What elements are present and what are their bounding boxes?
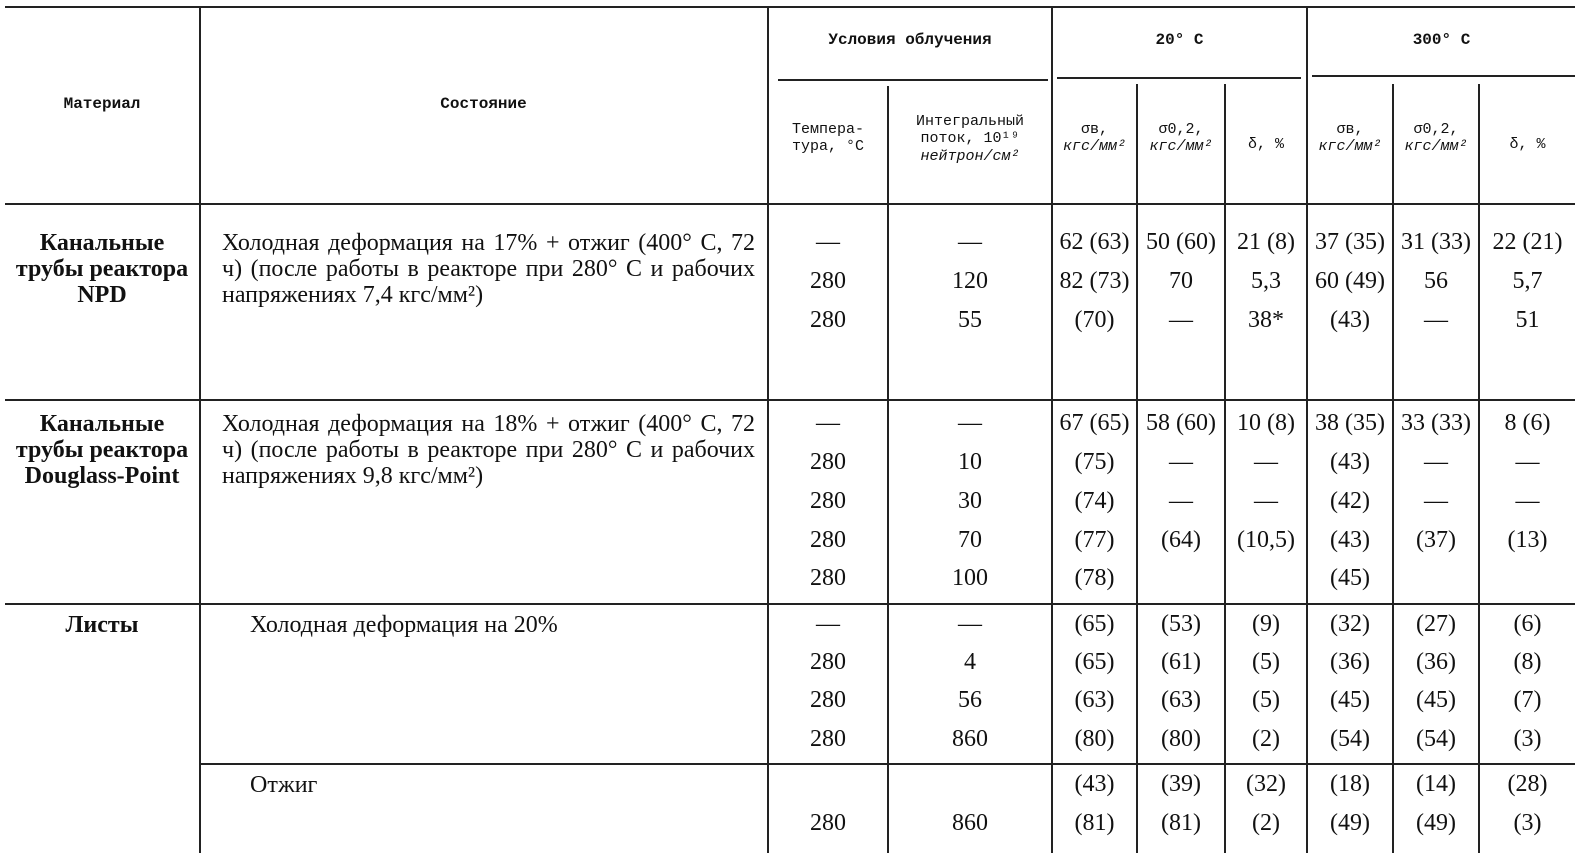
cell-sigma-02-300: 56 <box>1424 268 1448 294</box>
cell-delta-20: 38* <box>1248 307 1284 333</box>
cell-sigma-b-20: (80) <box>1074 726 1115 752</box>
cell-delta-300: (8) <box>1513 649 1542 675</box>
header-material: Материал <box>63 95 141 113</box>
cell-delta-20: (10,5) <box>1237 527 1295 553</box>
cell-temperature: 280 <box>810 488 846 514</box>
cell-sigma-b-20: (75) <box>1074 449 1115 475</box>
rule-sub-20c <box>1057 77 1301 79</box>
cell-sigma-02-20: — <box>1169 307 1193 333</box>
cell-temperature: — <box>816 229 840 255</box>
rule-sub-300c <box>1312 75 1575 77</box>
cell-delta-20: (2) <box>1252 810 1280 836</box>
cell-delta-300: 22 (21) <box>1492 229 1563 255</box>
cell-delta-300: 51 <box>1515 307 1540 333</box>
cell-sigma-b-20: (70) <box>1074 307 1115 333</box>
header-temp-20: 20° С <box>1155 31 1204 49</box>
cell-sigma-02-300: (54) <box>1416 726 1456 752</box>
cell-flux: — <box>958 410 982 436</box>
cell-sigma-02-20: (53) <box>1161 611 1201 637</box>
cell-delta-300: (13) <box>1507 527 1548 553</box>
cell-temperature: 280 <box>810 449 846 475</box>
cell-sigma-b-20: (81) <box>1074 810 1115 836</box>
cell-temperature: 280 <box>810 527 846 553</box>
cell-delta-20: — <box>1254 449 1278 475</box>
cell-flux: 56 <box>958 687 982 713</box>
cell-sigma-02-20: (64) <box>1161 527 1201 553</box>
cell-flux: 70 <box>958 527 982 553</box>
cell-temperature: 280 <box>810 687 846 713</box>
cell-sigma-02-20: (39) <box>1161 771 1201 797</box>
cell-temperature: 280 <box>810 268 846 294</box>
cell-sigma-b-300: (32) <box>1330 611 1370 637</box>
rule-group-1 <box>5 399 1575 401</box>
cell-sigma-b-300: (36) <box>1330 649 1370 675</box>
cell-sigma-b-20: (74) <box>1074 488 1115 514</box>
cell-sigma-b-20: (43) <box>1074 771 1115 797</box>
cell-sigma-b-300: 37 (35) <box>1315 229 1385 255</box>
rule-sub-irradiation <box>778 79 1048 81</box>
condition-sheets-cold-work: Холодная деформация на 20% <box>250 612 558 638</box>
header-temp-300: 300° С <box>1412 31 1471 49</box>
cell-sigma-b-20: (65) <box>1074 611 1115 637</box>
header-state: Состояние <box>440 95 527 113</box>
cell-flux: 860 <box>952 726 988 752</box>
cell-delta-20: 10 (8) <box>1237 410 1295 436</box>
cell-flux: 55 <box>958 307 982 333</box>
condition-npd: Холодная деформация на 17% + отжиг (400° С, 72 ч) (после работы в реакторе при 280° С и рабочих напряжениях 7,4 кгс/мм²) <box>222 230 755 308</box>
cell-sigma-b-300: (42) <box>1330 488 1370 514</box>
cell-sigma-b-20: 62 (63) <box>1059 229 1130 255</box>
cell-temperature: 280 <box>810 726 846 752</box>
cell-sigma-02-300: (14) <box>1416 771 1456 797</box>
cell-temperature: 280 <box>810 649 846 675</box>
header-irradiation: Условия облучения <box>828 31 992 49</box>
cell-delta-20: (32) <box>1246 771 1286 797</box>
cell-delta-20: 5,3 <box>1251 268 1281 294</box>
cell-sigma-02-300: (45) <box>1416 687 1456 713</box>
cell-flux: 30 <box>958 488 982 514</box>
cell-sigma-02-20: (80) <box>1161 726 1201 752</box>
cell-delta-300: (7) <box>1513 687 1542 713</box>
cell-flux: 4 <box>964 649 976 675</box>
header-sigma-02-300: σ0,2, кгс/мм² <box>1404 121 1468 156</box>
cell-temperature: 280 <box>810 307 846 333</box>
cell-sigma-02-20: — <box>1169 449 1193 475</box>
cell-sigma-02-20: 50 (60) <box>1146 229 1216 255</box>
cell-temperature: — <box>816 410 840 436</box>
header-temperature: Темпера- тура, °С <box>791 121 864 156</box>
material-douglass-point: Канальные трубы реактора Douglass-Point <box>15 411 189 489</box>
rule-group-2 <box>5 603 1575 605</box>
header-sigma-02-20: σ0,2, кгс/мм² <box>1149 121 1213 156</box>
cell-delta-20: — <box>1254 488 1278 514</box>
cell-delta-300: (6) <box>1513 611 1542 637</box>
cell-sigma-b-20: (65) <box>1074 649 1115 675</box>
cell-delta-300: 8 (6) <box>1504 410 1551 436</box>
cell-flux: 120 <box>952 268 988 294</box>
cell-sigma-b-20: (78) <box>1074 565 1115 591</box>
cell-sigma-b-300: (43) <box>1330 449 1370 475</box>
cell-flux: — <box>958 611 982 637</box>
cell-sigma-02-300: (36) <box>1416 649 1456 675</box>
rule-header-bottom <box>5 203 1575 205</box>
cell-delta-20: (2) <box>1252 726 1280 752</box>
cell-flux: 860 <box>952 810 988 836</box>
cell-sigma-b-300: 60 (49) <box>1315 268 1385 294</box>
cell-temperature: 280 <box>810 565 846 591</box>
cell-sigma-b-300: (43) <box>1330 307 1370 333</box>
cell-sigma-b-300: (49) <box>1330 810 1370 836</box>
cell-delta-20: (5) <box>1252 649 1280 675</box>
material-npd: Канальные трубы реактора NPD <box>15 230 189 308</box>
cell-sigma-b-300: (54) <box>1330 726 1370 752</box>
cell-flux: — <box>958 229 982 255</box>
cell-sigma-02-20: (61) <box>1161 649 1201 675</box>
cell-delta-300: (3) <box>1513 726 1542 752</box>
cell-sigma-02-300: 31 (33) <box>1401 229 1471 255</box>
col-rule-material <box>199 6 201 853</box>
cell-sigma-b-300: (45) <box>1330 565 1370 591</box>
cell-flux: 10 <box>958 449 982 475</box>
cell-delta-300: (3) <box>1513 810 1542 836</box>
rule-top <box>5 6 1575 8</box>
material-sheets: Листы <box>65 612 139 638</box>
cell-delta-20: 21 (8) <box>1237 229 1295 255</box>
cell-sigma-02-300: (37) <box>1416 527 1456 553</box>
header-delta-20: δ, % <box>1247 136 1284 153</box>
cell-sigma-02-300: 33 (33) <box>1401 410 1471 436</box>
cell-sigma-02-20: (81) <box>1161 810 1201 836</box>
cell-temperature: — <box>816 611 840 637</box>
cell-sigma-02-300: — <box>1424 307 1448 333</box>
cell-sigma-b-300: (43) <box>1330 527 1370 553</box>
cell-flux: 100 <box>952 565 988 591</box>
cell-sigma-02-20: 70 <box>1169 268 1193 294</box>
condition-sheets-anneal: Отжиг <box>250 772 318 798</box>
cell-sigma-b-300: (45) <box>1330 687 1370 713</box>
header-sigma-b-20: σв, кгс/мм² <box>1062 121 1126 156</box>
cell-delta-300: — <box>1515 488 1540 514</box>
cell-temperature: 280 <box>810 810 846 836</box>
cell-sigma-b-20: 67 (65) <box>1059 410 1130 436</box>
cell-delta-300: — <box>1515 449 1540 475</box>
cell-sigma-b-20: (63) <box>1074 687 1115 713</box>
cell-sigma-b-300: 38 (35) <box>1315 410 1385 436</box>
cell-delta-20: (5) <box>1252 687 1280 713</box>
header-sigma-b-300: σв, кгс/мм² <box>1318 121 1382 156</box>
header-flux: Интегральный поток, 10¹⁹ нейтрон/см² <box>915 113 1025 165</box>
cell-sigma-02-20: 58 (60) <box>1146 410 1216 436</box>
cell-delta-20: (9) <box>1252 611 1280 637</box>
condition-douglass-point: Холодная деформация на 18% + отжиг (400° С, 72 ч) (после работы в реакторе при 280° С и рабочих напряжениях 9,8 кгс/мм²) <box>222 411 755 489</box>
cell-sigma-02-20: (63) <box>1161 687 1201 713</box>
cell-sigma-b-20: (77) <box>1074 527 1115 553</box>
cell-sigma-02-300: (27) <box>1416 611 1456 637</box>
cell-delta-300: (28) <box>1507 771 1548 797</box>
cell-delta-300: 5,7 <box>1512 268 1543 294</box>
cell-sigma-02-300: — <box>1424 449 1448 475</box>
cell-sigma-02-300: — <box>1424 488 1448 514</box>
cell-sigma-b-300: (18) <box>1330 771 1370 797</box>
header-delta-300: δ, % <box>1509 136 1546 153</box>
cell-sigma-02-20: — <box>1169 488 1193 514</box>
cell-sigma-b-20: 82 (73) <box>1059 268 1130 294</box>
cell-sigma-02-300: (49) <box>1416 810 1456 836</box>
